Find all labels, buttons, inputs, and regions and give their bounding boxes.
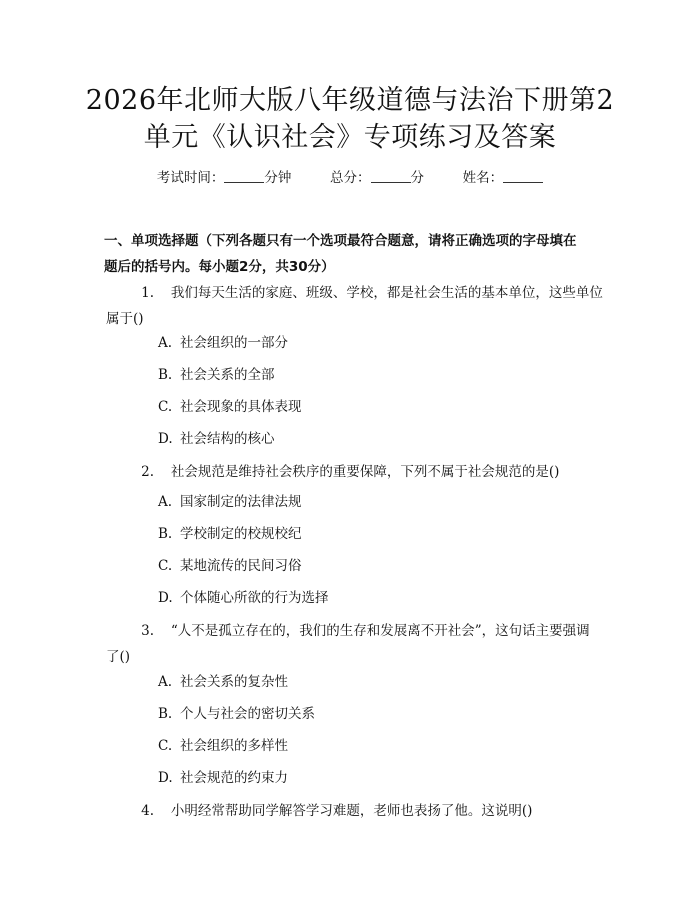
score-unit: 分 [410,170,424,186]
option-1c[interactable]: C. 社会现象的具体表现 [158,399,302,415]
question-number: 4. [141,803,154,819]
question-1 [106,280,606,332]
question-2 [106,459,606,485]
option-1d[interactable]: D. 社会结构的核心 [158,431,275,447]
section-heading-line-1: 一、单项选择题（下列各题只有一个选项最符合题意，请将正确选项的字母填在 [104,233,577,249]
option-2a[interactable]: A. 国家制定的法律法规 [158,494,302,510]
name-blank[interactable] [503,169,543,183]
question-text-line-1: “人不是孤立存在的，我们的生存和发展离不开社会”，这句话主要强调 [170,623,590,639]
option-2c[interactable]: C. 某地流传的民间习俗 [158,558,302,574]
option-1b[interactable]: B. 社会关系的全部 [158,367,275,383]
question-number: 3. [141,623,154,639]
document-title-line-2: 单元《认识社会》专项练习及答案 [143,122,557,153]
question-number: 2. [141,464,154,480]
section-heading [106,228,606,280]
option-2d[interactable]: D. 个体随心所欲的行为选择 [158,590,329,606]
question-text-line-2: 了() [106,649,131,665]
option-3a[interactable]: A. 社会关系的复杂性 [158,674,288,690]
name-label: 姓名： [462,170,504,186]
option-3c[interactable]: C. 社会组织的多样性 [158,738,288,754]
question-4 [106,798,606,824]
score-label: 总分： [330,170,371,186]
option-3b[interactable]: B. 个人与社会的密切关系 [158,706,315,722]
option-3d[interactable]: D. 社会规范的约束力 [158,770,288,786]
time-unit: 分钟 [264,170,292,186]
question-text-line-2: 属于() [106,311,144,327]
question-text-line-1: 小明经常帮助同学解答学习难题，老师也表扬了他。这说明() [170,803,533,819]
question-3 [106,618,606,670]
exam-meta [0,166,700,186]
option-2b[interactable]: B. 学校制定的校规校纪 [158,526,302,542]
section-heading-line-2: 题后的括号内。每小题2分，共30分） [104,259,335,275]
score-blank[interactable] [371,169,411,183]
option-1a[interactable]: A. 社会组织的一部分 [158,335,288,351]
question-number: 1. [141,285,154,301]
question-text-line-1: 社会规范是维持社会秩序的重要保障，下列不属于社会规范的是() [170,464,560,480]
time-label: 考试时间： [156,170,225,186]
document-title-line-1: 2026年北师大版八年级道德与法治下册第2 [85,85,615,116]
question-text-line-1: 我们每天生活的家庭、班级、学校，都是社会生活的基本单位，这些单位 [170,285,603,301]
time-blank[interactable] [224,169,264,183]
